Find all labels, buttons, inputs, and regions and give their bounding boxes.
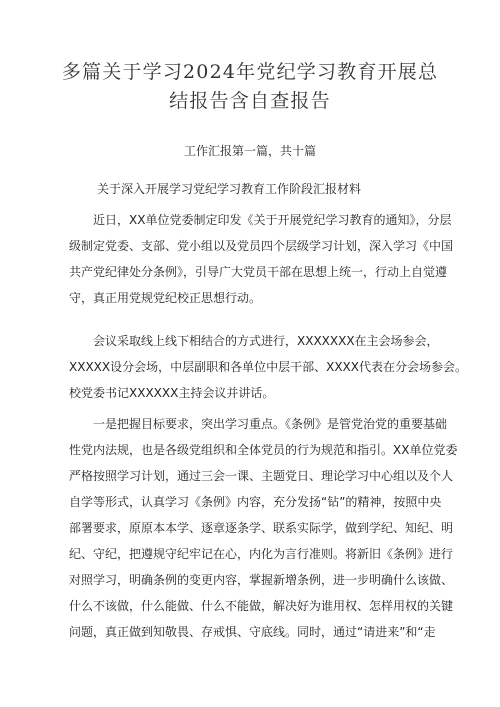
paragraph-1 — [69, 207, 454, 311]
paragraph-line: 一是把握目标要求，突出学习重点。《条例》是管党治党的重要基础 — [69, 417, 448, 431]
paragraph-line: 守，真正用党规党纪校正思想行动。 — [69, 291, 262, 305]
title-line-1: 多篇关于学习2024年党纪学习教育开展总 — [61, 61, 439, 83]
title-line-2: 结报告含自查报告 — [169, 90, 331, 112]
paragraph-line: 自学等形式，认真学习《条例》内容，充分发扬“钻”的精神，按照中央 — [69, 495, 442, 509]
paragraph-line: 部署要求，原原本本学、逐章逐条学、联系实际学，做到学纪、知纪、明 — [69, 521, 454, 535]
paragraph-line: 校党委书记XXXXXX主持会议并讲话。 — [69, 386, 275, 400]
paragraph-line: 近日，XX单位党委制定印发《关于开展党纪学习教育的通知》，分层 — [69, 213, 452, 227]
paragraph-line: 性党内法规，也是各级党组织和全体党员的行为规范和指引。XX单位党委 — [69, 443, 458, 457]
section-heading: 关于深入开展学习党纪学习教育工作阶段汇报材料 — [97, 182, 362, 196]
paragraph-line: 纪、守纪，把遵规守纪牢记在心，内化为言行准则。将新旧《条例》进行 — [69, 547, 454, 561]
paragraph-line: 会议采取线上线下相结合的方式进行，XXXXXXX在主会场参会， — [69, 334, 439, 348]
document-title — [50, 58, 450, 116]
paragraph-2 — [69, 328, 467, 406]
paragraph-line: 级制定党委、支部、党小组以及党员四个层级学习计划，深入学习《中国 — [69, 239, 454, 253]
paragraph-line: 严格按照学习计划，通过三会一课、主题党日、理论学习中心组以及个人 — [69, 469, 454, 483]
paragraph-line: 什么不该做，什么能做、什么不能做，解决好为谁用权、怎样用权的关键 — [69, 599, 454, 613]
paragraph-line: 对照学习，明确条例的变更内容，掌握新增条例，进一步明确什么该做、 — [69, 573, 454, 587]
paragraph-line: XXXXX设分会场，中层副职和各单位中层干部、XXXX代表在分会场参会。 — [69, 360, 467, 374]
paragraph-line: 共产党纪律处分条例》，引导广大党员干部在思想上统一，行动上自觉遵 — [69, 265, 448, 279]
paragraph-3 — [69, 411, 458, 645]
paragraph-line: 问题，真正做到知敬畏、存戒惧、守底线。同时，通过“请进来”和“走 — [69, 625, 436, 639]
document-subtitle: 工作汇报第一篇，共十篇 — [183, 144, 316, 158]
